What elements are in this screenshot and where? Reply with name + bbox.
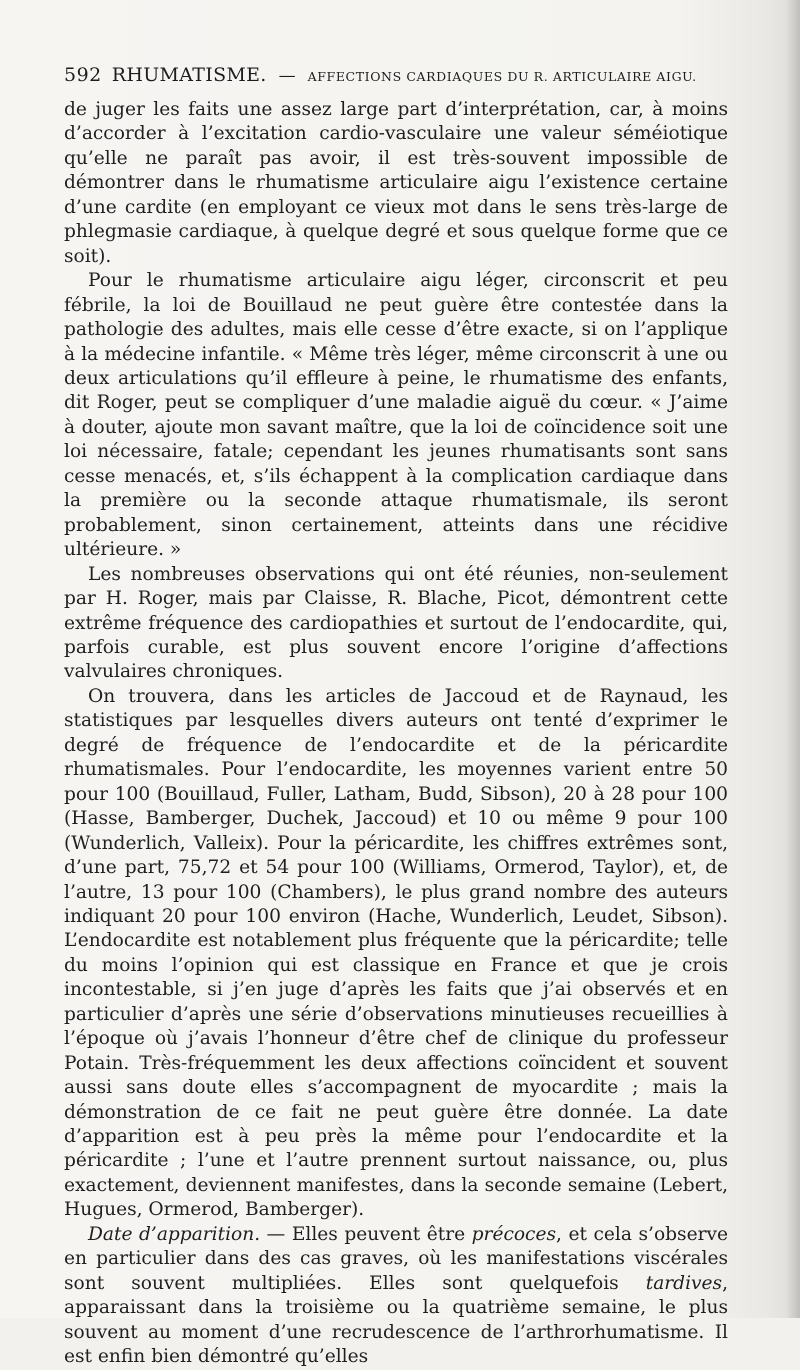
paragraph-4: On trouvera, dans les articles de Jaccoud et de Raynaud, les statistiques par lesquelles divers auteurs ont tenté d’exprimer le degré de fréquence de l’endocardite et de la péricardite rhumatismales. Pour l’endocardite, les moyennes varient entre 50 pour 100 (Bouillaud, Fuller, Latham, Budd, Sibson), 20 à 28 pour 100 (Hasse, Bamberger, Duchek, Jaccoud) et 10 ou même 9 pour 100 (Wunderlich, Valleix). Pour la péricardite, les chiffres extrêmes sont, d’une part, 75,72 et 54 pour 100 (Williams, Ormerod, Taylor), et, de l’autre, 13 pour 100 (Chambers), le plus grand nombre des auteurs indiquant 20 pour 100 environ (Hache, Wunderlich, Leudet, Sibson). L’endocardite est notablement plus fréquente que la péricardite; telle du moins l’opinion qui est classique en France et que je crois incontestable, si j’en juge d’après les faits que j’ai observés et en particulier d’après une série d’observations minutieuses recueillies à l’époque où j’avais l’honneur d’être chef de clinique du professeur Potain. Très-fréquemment les deux affections coïncident et souvent aussi sans doute elles s’accompagnent de myocardite ; mais la démonstration de ce fait ne peut guère être donnée. La date d’apparition est à peu près la même pour l’endocardite et la péricardite ; l’une et l’autre prennent surtout naissance, ou, plus exactement, deviennent manifestes, dans la seconde semaine (Lebert, Hugues, Ormerod, Bamberger).	[64, 685, 728, 1221]
page-edge-shadow	[786, 0, 800, 1318]
paragraph-5-text-1: — Elles peuvent être	[260, 1223, 472, 1245]
page-body	[64, 98, 728, 1370]
running-header	[64, 64, 744, 94]
paragraph-1: de juger les faits une assez large part d’interprétation, car, à moins d’accorder à l’excitation cardio-vasculaire une valeur séméiotique qu’elle ne paraît pas avoir, il est très-souvent impossible de démontrer dans le rhumatisme articulaire aigu l’existence certaine d’une cardite (en employant ce vieux mot dans le sens très-large de phlegmasie cardiaque, à quelque degré et sous quelque forme que ce soit).	[64, 99, 728, 267]
section-heading-date-apparition: Date d’apparition.	[88, 1223, 261, 1245]
emphasis-precoces: précoces	[471, 1223, 557, 1245]
header-subtitle: AFFECTIONS CARDIAQUES DU R. ARTICULAIRE AIGU.	[307, 69, 697, 84]
paragraph-5	[64, 1223, 728, 1370]
header-title: RHUMATISME.	[111, 64, 267, 86]
page-number: 592	[64, 64, 102, 86]
paragraph-5-text-3: , apparaissant dans la troisième ou la quatrième semaine, le plus souvent au moment d’une recrudescence de l’arthrorhumatisme. Il est enfin bien démontré qu’elles	[64, 1272, 728, 1368]
paragraph-3: Les nombreuses observations qui ont été réunies, non-seulement par H. Roger, mais par Claisse, R. Blache, Picot, démontrent cette extrême fréquence des cardiopathies et surtout de l’endocardite, qui, parfois curable, est plus souvent encore l’origine d’affections valvulaires chroniques.	[64, 563, 728, 683]
paragraph-2: Pour le rhumatisme articulaire aigu léger, circonscrit et peu fébrile, la loi de Bouillaud ne peut guère être contestée dans la pathologie des adultes, mais elle cesse d’être exacte, si on l’applique à la médecine infantile. « Même très léger, même circonscrit à une ou deux articulations qu’il effleure à peine, le rhumatisme des enfants, dit Roger, peut se compliquer d’une maladie aiguë du cœur. « J’aime à douter, ajoute mon savant maître, que la loi de coïncidence soit une loi nécessaire, fatale; cependant les jeunes rhumatisants sont sans cesse menacés, et, s’ils échappent à la complication cardiaque dans la première ou la seconde attaque rhumatismale, ils seront probablement, sinon certainement, atteints dans une récidive ultérieure. »	[64, 270, 728, 561]
header-dash: —	[278, 66, 296, 86]
paragraph-5-text-2: , et cela s’observe en particulier dans des cas graves, où les manifestations viscérales sont souvent multipliées. Elles sont quelquefois	[64, 1223, 728, 1294]
emphasis-tardives: tardives	[645, 1272, 723, 1294]
